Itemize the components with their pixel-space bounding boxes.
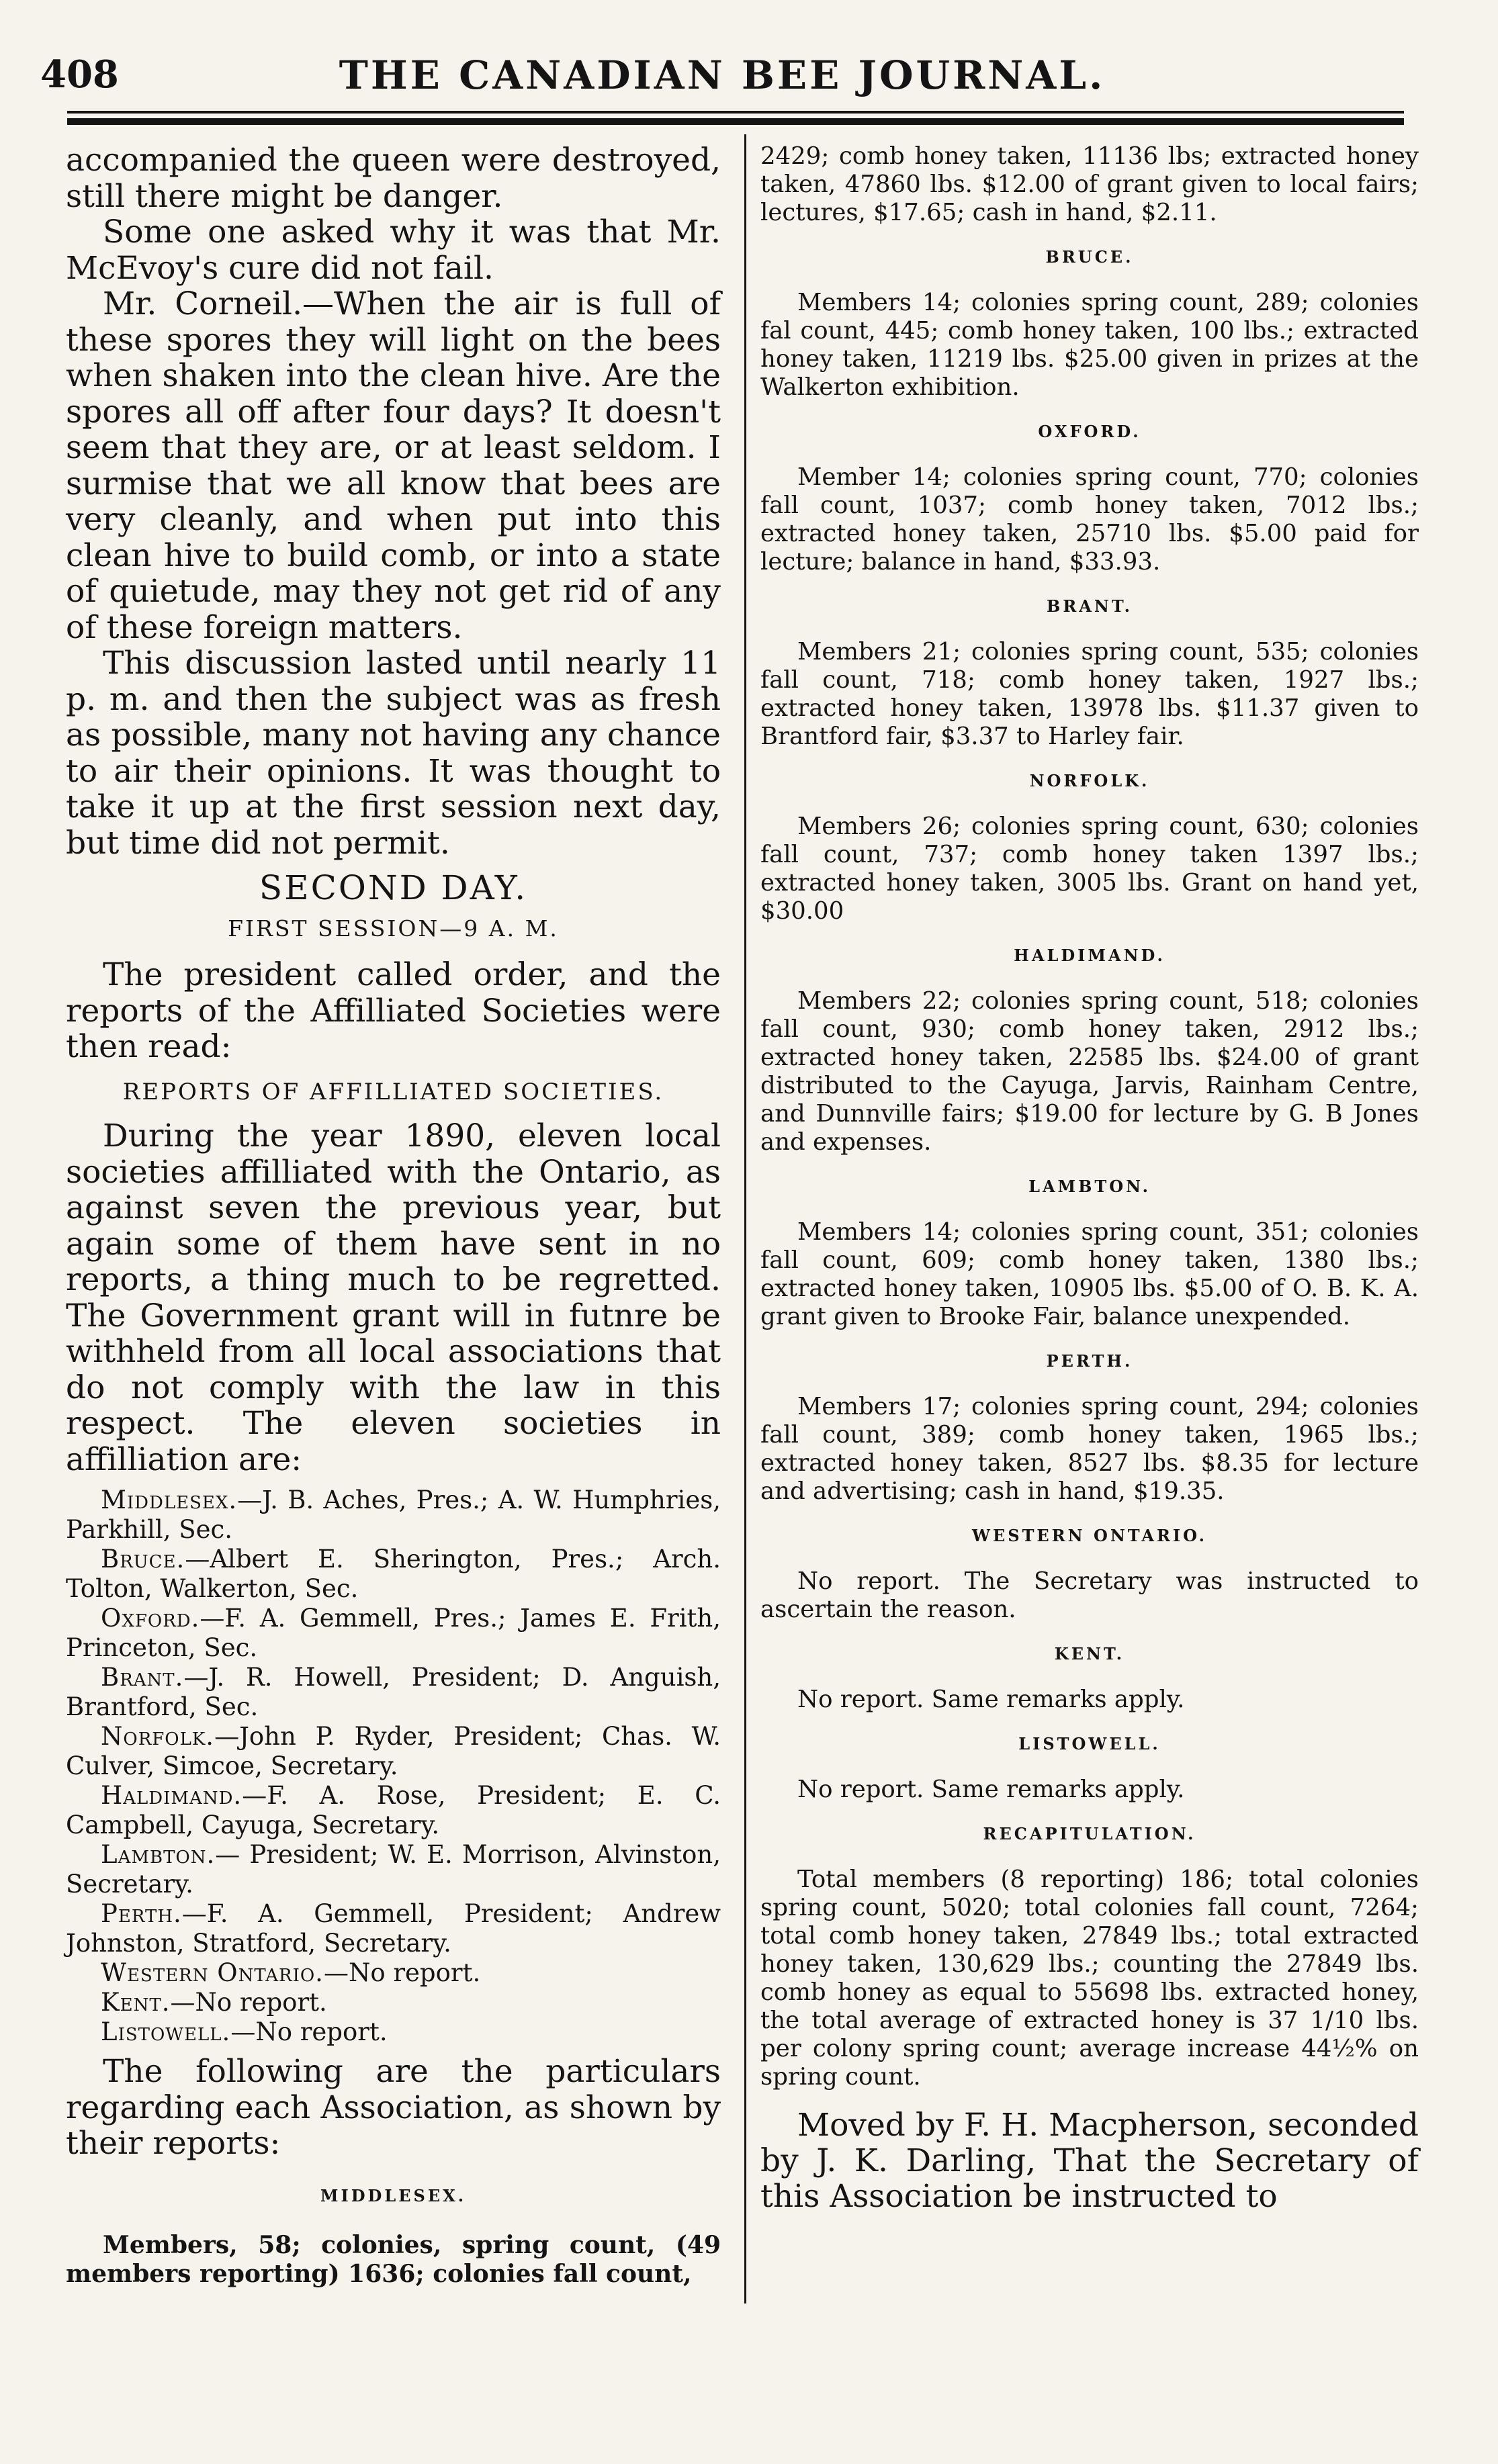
report-heading: PERTH. xyxy=(1046,1351,1133,1371)
page-number: 408 xyxy=(40,52,119,97)
paragraph: The following are the particulars regarding each Association, as shown by their reports: xyxy=(66,2053,721,2162)
society-name: Norfolk. xyxy=(101,1722,215,1751)
report-text: Member 14; colonies spring count, 770; colonies fall count, 1037; comb honey taken, 7012 lbs.; extracted honey taken, 25710 lbs. $5.00 paid for lecture; balance in hand, $33.93. xyxy=(760,463,1419,576)
subheading-first-session: FIRST SESSION—9 A. M. xyxy=(228,915,559,942)
society-name: Haldimand. xyxy=(101,1781,243,1810)
list-item xyxy=(66,1988,721,2017)
list-item xyxy=(66,1899,721,1958)
society-name: Western Ontario. xyxy=(101,1958,324,1987)
paragraph: The president called order, and the reports of the Affilliated Societies were then read: xyxy=(66,956,721,1065)
list-item xyxy=(66,1486,721,1545)
list-item xyxy=(66,1545,721,1604)
report-heading: LAMBTON. xyxy=(1028,1177,1151,1196)
list-item xyxy=(66,2017,721,2047)
society-officers: — President; W. E. Morrison, Alvinston, Secretary. xyxy=(66,1840,721,1899)
society-officers: —F. A. Rose, President; E. C. Campbell, Cayuga, Secretary. xyxy=(66,1781,721,1839)
page-header xyxy=(40,48,1404,109)
section-heading-second-day: SECOND DAY. xyxy=(259,868,528,907)
report-middlesex: Members, 58; colonies, spring count, (49 members reporting) 1636; colonies fall count, xyxy=(66,2231,721,2288)
report-heading: LISTOWELL. xyxy=(1018,1734,1161,1753)
society-officers: —No report. xyxy=(323,1958,481,1987)
societies-list xyxy=(66,1486,721,2047)
left-column xyxy=(66,142,721,2289)
society-officers: —F. A. Gemmell, President; Andrew Johnston, Stratford, Secretary. xyxy=(66,1899,721,1958)
list-item xyxy=(66,1840,721,1899)
paragraph: accompanied the queen were destroyed, still there might be danger. xyxy=(66,142,721,215)
report-text: Members 14; colonies spring count, 289; colonies fal count, 445; comb honey taken, 100 lbs.; extracted honey taken, 11219 lbs. $25.00 given in prizes at the Walkerton exhibition. xyxy=(760,289,1419,401)
report-text: No report. Same remarks apply. xyxy=(797,1776,1185,1803)
report-text: Members 14; colonies spring count, 351; colonies fall count, 609; comb honey taken, 1380 lbs.; extracted honey taken, 10905 lbs. $5.00 of O. B. K. A. grant given to Brooke Fair, balance unexpended. xyxy=(760,1218,1419,1330)
society-officers: —No report. xyxy=(170,1988,327,2017)
paragraph: Mr. Corneil.—When the air is full of these spores they will light on the bees when shaken into the clean hive. Are the spores all off after four days? It doesn't seem that they are, or at least seldom. I surmise that we all know that bees are very cleanly, and when put into this clean hive to build comb, or into a state of quietude, may they not get rid of any of these foreign matters. xyxy=(66,285,721,646)
list-item xyxy=(66,1722,721,1781)
society-name: Lambton. xyxy=(101,1840,216,1869)
list-item xyxy=(66,1604,721,1663)
subheading-reports: REPORTS OF AFFILLIATED SOCIETIES. xyxy=(122,1078,664,1105)
society-name: Brant. xyxy=(101,1663,184,1692)
paragraph: Some one asked why it was that Mr. McEvoy's cure did not fail. xyxy=(66,214,721,287)
report-heading: HALDIMAND. xyxy=(1014,946,1165,965)
paragraph-motion: Moved by F. H. Macpherson, seconded by J. K. Darling, That the Secretary of this Association be instructed to xyxy=(760,2107,1419,2215)
society-name: Oxford. xyxy=(101,1604,200,1633)
society-name: Perth. xyxy=(101,1899,182,1928)
society-officers: —F. A. Gemmell, Pres.; James E. Frith, Princeton, Sec. xyxy=(66,1604,721,1662)
paragraph: This discussion lasted until nearly 11 p. m. and then the subject was as fresh as possible, many not having any chance to air their opinions. It was thought to take it up at the first session next day, but time did not permit. xyxy=(66,645,721,862)
society-name: Listowell. xyxy=(101,2017,231,2046)
society-officers: —Albert E. Sherington, Pres.; Arch. Tolton, Walkerton, Sec. xyxy=(66,1545,721,1603)
society-name: Kent. xyxy=(101,1988,171,2017)
report-heading-recapitulation: RECAPITULATION. xyxy=(983,1824,1196,1843)
report-heading: BRANT. xyxy=(1047,596,1133,616)
society-name: Middlesex. xyxy=(101,1486,238,1514)
society-officers: —John P. Ryder, President; Chas. W. Culver, Simcoe, Secretary. xyxy=(66,1722,721,1780)
report-heading: NORFOLK. xyxy=(1029,771,1150,790)
report-text: Members 21; colonies spring count, 535; colonies fall count, 718; comb honey taken, 1927 lbs.; extracted honey taken, 13978 lbs. $11.37 given to Brantford fair, $3.37 to Harley fair. xyxy=(760,638,1419,750)
society-officers: —J. R. Howell, President; D. Anguish, Brantford, Sec. xyxy=(66,1663,721,1721)
list-item xyxy=(66,1958,721,1988)
paragraph: During the year 1890, eleven local societies affilliated with the Ontario, as against seven the previous year, but again some of them have sent in no reports, a thing much to be regretted. The Government grant will in futnre be withheld from all local associations that do not comply with the law in this respect. The eleven societies in affilliation are: xyxy=(66,1117,721,1478)
header-rule-thick xyxy=(67,118,1404,125)
report-text: No report. Same remarks apply. xyxy=(797,1686,1185,1713)
journal-title: THE CANADIAN BEE JOURNAL. xyxy=(339,52,1106,98)
society-officers: —No report. xyxy=(230,2017,388,2046)
column-divider xyxy=(744,134,746,2303)
right-column xyxy=(760,142,1419,2214)
report-text: Members 26; colonies spring count, 630; colonies fall count, 737; comb honey taken 1397 lbs.; extracted honey taken, 3005 lbs. Grant on hand yet, $30.00 xyxy=(760,813,1419,925)
report-heading: WESTERN ONTARIO. xyxy=(971,1526,1207,1545)
report-text-recapitulation: Total members (8 reporting) 186; total colonies spring count, 5020; total colonies fall count, 7264; total comb honey taken, 27849 lbs.; total extracted honey taken, 130,629 lbs.; counting the 27849 lbs. comb honey as equal to 55698 lbs. extracted honey, the total average of extracted honey is 37 1/10 lbs. per colony spring count; average increase 44½% on spring count. xyxy=(760,1866,1419,2091)
list-item xyxy=(66,1663,721,1722)
header-rule-thin xyxy=(67,111,1404,113)
society-name: Bruce. xyxy=(101,1545,185,1573)
list-item xyxy=(66,1781,721,1840)
report-text: Members 22; colonies spring count, 518; colonies fall count, 930; comb honey taken, 2912 lbs.; extracted honey taken, 22585 lbs. $24.00 of grant distributed to the Cayuga, Jarvis, Rainham Centre, and Dunnville fairs; $19.00 for lecture by G. B Jones and expenses. xyxy=(760,987,1419,1156)
report-heading: BRUCE. xyxy=(1045,247,1134,267)
report-heading-middlesex: MIDDLESEX. xyxy=(320,2185,467,2205)
report-text: No report. The Secretary was instructed to ascertain the reason. xyxy=(760,1567,1419,1623)
report-text: Members 17; colonies spring count, 294; colonies fall count, 389; comb honey taken, 1965 lbs.; extracted honey taken, 8527 lbs. $8.35 for lecture and advertising; cash in hand, $19.35. xyxy=(760,1393,1419,1505)
report-middlesex-continued: 2429; comb honey taken, 11136 lbs; extracted honey taken, 47860 lbs. $12.00 of grant given to local fairs; lectures, $17.65; cash in hand, $2.11. xyxy=(760,142,1419,226)
report-heading: OXFORD. xyxy=(1038,422,1141,441)
society-officers: —J. B. Aches, Pres.; A. W. Humphries, Parkhill, Sec. xyxy=(66,1486,721,1544)
report-heading: KENT. xyxy=(1054,1644,1125,1663)
